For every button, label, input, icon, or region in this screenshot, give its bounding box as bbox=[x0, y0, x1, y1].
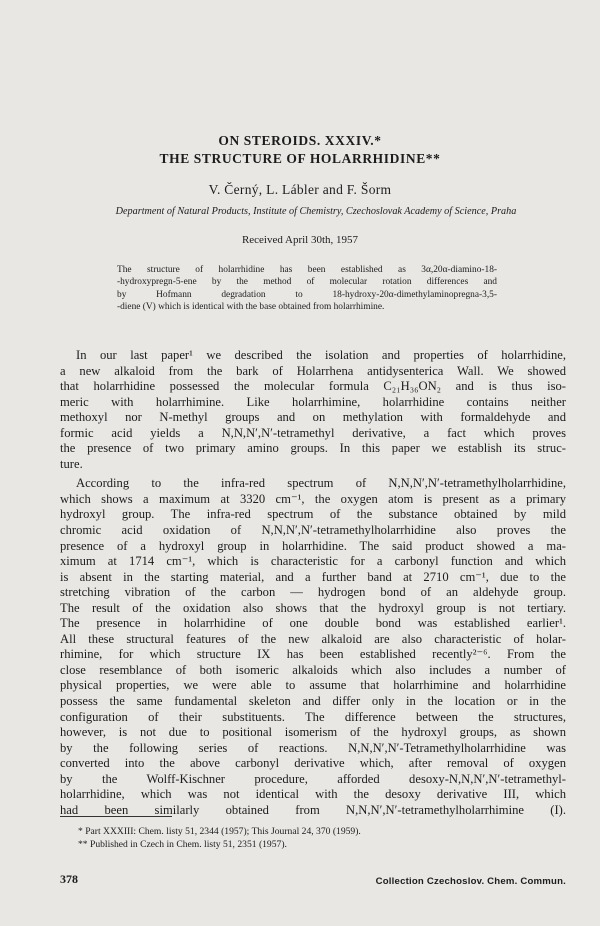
body-line: however, is not due to positional isomerism of the hydroxyl groups, as shown bbox=[60, 725, 566, 740]
body-line: a new alkaloid from the bark of Holarrhena antidysenterica Wall. We showed bbox=[60, 363, 566, 378]
abstract bbox=[117, 264, 497, 314]
body-line: had been similarly obtained from N,N,N′,N′-tetramethylholarrhimine (I). bbox=[60, 802, 566, 817]
footnote-1: * Part XXXIII: Chem. listy 51, 2344 (1957); This Journal 24, 370 (1959). bbox=[78, 826, 361, 837]
body-line: meric with holarrhimine. Like holarrhimine, holarrhidine contains neither bbox=[60, 394, 566, 409]
body-line: that holarrhidine possessed the molecular formula C₂₁H₃₆ON₂ and is thus iso- bbox=[60, 379, 566, 394]
affiliation: Department of Natural Products, Institute of Chemistry, Czechoslovak Academy of Science, Praha bbox=[115, 206, 517, 217]
body-line: the presence of two primary amino groups. In this paper we establish its struc- bbox=[60, 441, 566, 456]
body-line: by the Wolff-Kischner procedure, afforded desoxy-N,N,N′,N′-tetramethyl- bbox=[60, 771, 566, 786]
body-line: stretching vibration of the carbon — hydrogen bond of an aldehyde group. bbox=[60, 585, 566, 600]
footnote-divider bbox=[60, 816, 172, 817]
body-line: The presence in holarrhidine of one double bond was established earlier¹. bbox=[60, 616, 566, 631]
abstract-line: -hydroxypregn-5-ene by the method of molecular rotation differences and bbox=[117, 277, 497, 288]
title-line-2: THE STRUCTURE OF HOLARRHIDINE** bbox=[159, 151, 441, 166]
title-line-1: ON STEROIDS. XXXIV.* bbox=[218, 133, 382, 148]
body-text bbox=[60, 348, 566, 818]
body-line: close resemblance of both isomeric alkaloids which also includes a number of bbox=[60, 662, 566, 677]
body-line: formic acid yields a N,N,N′,N′-tetramethyl derivative, a fact which proves bbox=[60, 425, 566, 440]
body-line: All these structural features of the new alkaloid are also characteristic of holar- bbox=[60, 631, 566, 646]
body-line: methoxyl nor N-methyl groups and on methylation with formaldehyde and bbox=[60, 410, 566, 425]
body-line: holarrhidine, which was not identical with the desoxy derivative III, which bbox=[60, 787, 566, 802]
abstract-line: -diene (V) which is identical with the base obtained from holarrhimine. bbox=[117, 302, 385, 313]
body-line: ture. bbox=[60, 456, 83, 471]
body-line: rhimine, for which structure IX has been established recently²⁻⁶. From the bbox=[60, 647, 566, 662]
body-line: possess the same fundamental skeleton and differ only in the location or in the bbox=[60, 694, 566, 709]
authors: V. Černý, L. Lábler and F. Šorm bbox=[208, 182, 392, 197]
body-line: ximum at 1714 cm⁻¹, which is characteristic for a carbonyl function and which bbox=[60, 554, 566, 569]
body-line: is absent in the starting material, and a further band at 2710 cm⁻¹, due to the bbox=[60, 569, 566, 584]
journal-name: Collection Czechoslov. Chem. Commun. bbox=[375, 876, 566, 887]
received-date: Received April 30th, 1957 bbox=[241, 234, 359, 246]
body-line: which shows a maximum at 3320 cm⁻¹, the oxygen atom is present as a primary bbox=[60, 491, 566, 506]
page-number: 378 bbox=[60, 872, 78, 886]
body-line: by the following series of reactions. N,N,N′,N′-Tetramethylholarrhidine was bbox=[60, 740, 566, 755]
abstract-line: The structure of holarrhidine has been established as 3α,20α-diamino-18- bbox=[117, 265, 497, 275]
body-line: physical properties, we were able to assume that holarrhimine and holarrhidine bbox=[60, 678, 566, 693]
body-line: According to the infra-red spectrum of N,N,N′,N′-tetramethylholarrhidine, bbox=[76, 476, 566, 491]
abstract-line: by Hofmann degradation to 18-hydroxy-20α-dimethylaminopregna-3,5- bbox=[117, 289, 497, 300]
body-line: hydroxyl group. The infra-red spectrum of the substance obtained by mild bbox=[60, 507, 566, 522]
body-line: configuration of their substituents. The difference between the structures, bbox=[60, 709, 566, 724]
body-line: In our last paper¹ we described the isolation and properties of holarrhidine, bbox=[76, 348, 566, 362]
footnote-2: ** Published in Czech in Chem. listy 51, 2351 (1957). bbox=[78, 839, 287, 850]
body-line: converted into the above carbonyl derivative which, after removal of oxygen bbox=[60, 756, 566, 771]
body-line: The result of the oxidation also shows that the hydroxyl group is not tertiary. bbox=[60, 600, 566, 615]
body-line: chromic acid oxidation of N,N,N′,N′-tetramethylholarrhidine also proves the bbox=[60, 523, 566, 538]
body-line: presence of a hydroxyl group in holarrhidine. The said product showed a ma- bbox=[60, 538, 566, 553]
